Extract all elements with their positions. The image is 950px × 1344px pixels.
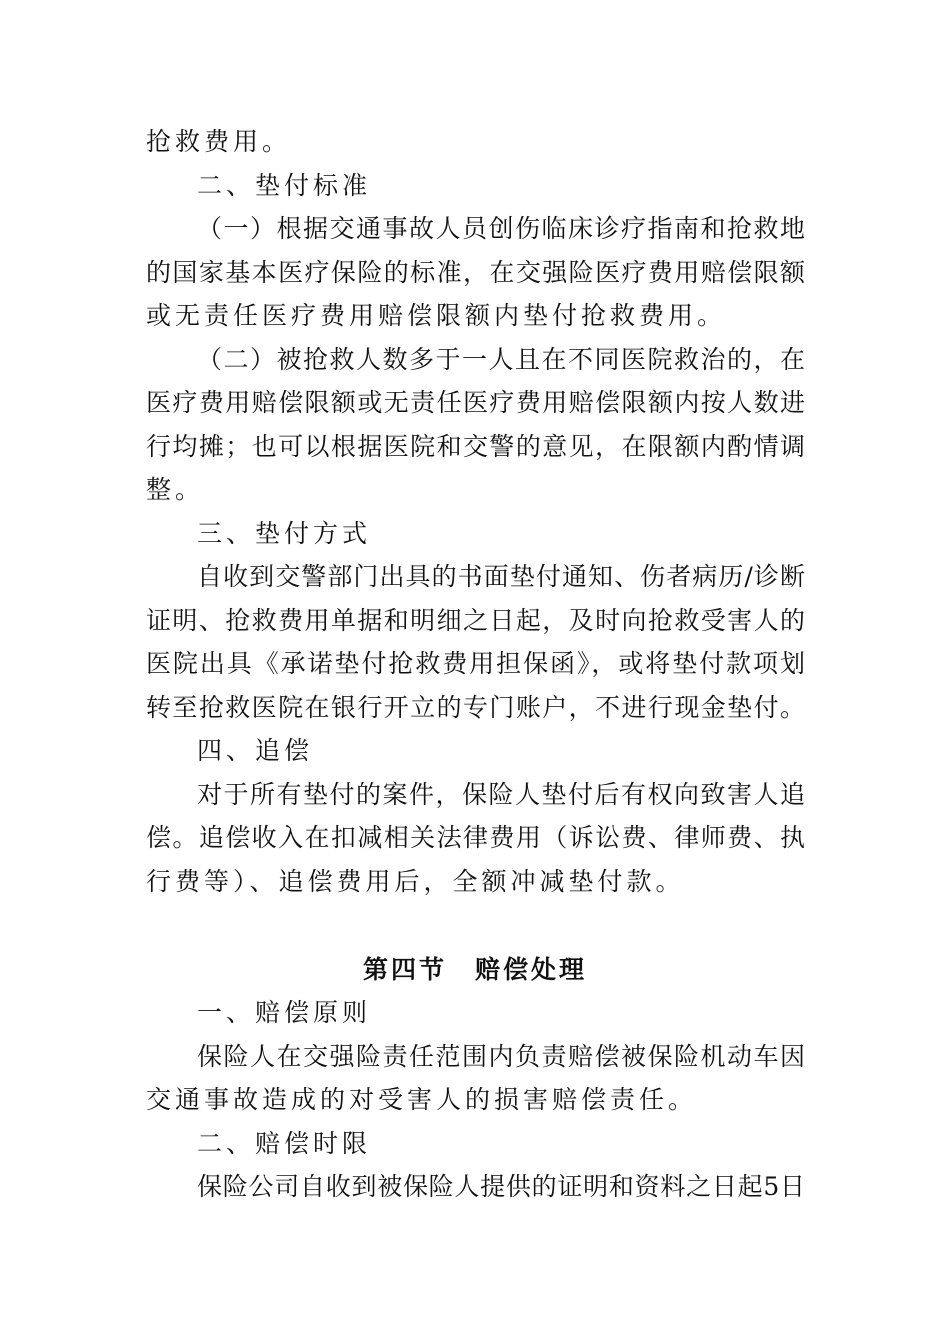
- section-heading-recovery: 四、追偿: [197, 736, 314, 765]
- chapter-section-title: 第四节 赔偿处理: [362, 955, 587, 984]
- section-heading-advance-method: 三、垫付方式: [197, 519, 372, 548]
- section-heading-advance-standard: 二、垫付标准: [197, 171, 372, 200]
- paragraph-line: 医院出具《承诺垫付抢救费用担保函》，或将垫付款项划: [146, 649, 805, 678]
- paragraph-line: 保险人在交强险责任范围内负责赔偿被保险机动车因: [197, 1042, 805, 1071]
- paragraph-line: 证明、抢救费用单据和明细之日起，及时向抢救受害人的: [146, 606, 805, 635]
- paragraph-line: 行费等）、追偿费用后，全额冲减垫付款。: [146, 867, 685, 896]
- section-heading-compensation-time-limit: 二、赔偿时限: [197, 1129, 372, 1158]
- paragraph-line: 交通事故造成的对受害人的损害赔偿责任。: [146, 1085, 698, 1114]
- paragraph-line: 或无责任医疗费用赔偿限额内垫付抢救费用。: [146, 301, 727, 330]
- paragraph-line: 抢救费用。: [146, 127, 292, 156]
- paragraph-line: 对于所有垫付的案件，保险人垫付后有权向致害人追: [197, 780, 805, 809]
- paragraph-line: 行均摊；也可以根据医院和交警的意见，在限额内酌情调: [146, 432, 805, 461]
- paragraph-line: 整。: [146, 475, 205, 504]
- paragraph-line: 的国家基本医疗保险的标准，在交强险医疗费用赔偿限额: [146, 258, 805, 287]
- paragraph-line: 转至抢救医院在银行开立的专门账户，不进行现金垫付。: [146, 693, 805, 722]
- paragraph-line: （一）根据交通事故人员创伤临床诊疗指南和抢救地: [197, 214, 805, 243]
- paragraph-line: 自收到交警部门出具的书面垫付通知、伤者病历/诊断: [197, 562, 805, 591]
- paragraph-line: 偿。追偿收入在扣减相关法律费用（诉讼费、律师费、执: [146, 823, 805, 852]
- paragraph-line: （二）被抢救人数多于一人且在不同医院救治的，在: [197, 345, 805, 374]
- section-heading-compensation-principle: 一、赔偿原则: [197, 998, 372, 1027]
- paragraph-line: 医疗费用赔偿限额或无责任医疗费用赔偿限额内按人数进: [146, 388, 805, 417]
- paragraph-line: 保险公司自收到被保险人提供的证明和资料之日起5日: [197, 1172, 805, 1201]
